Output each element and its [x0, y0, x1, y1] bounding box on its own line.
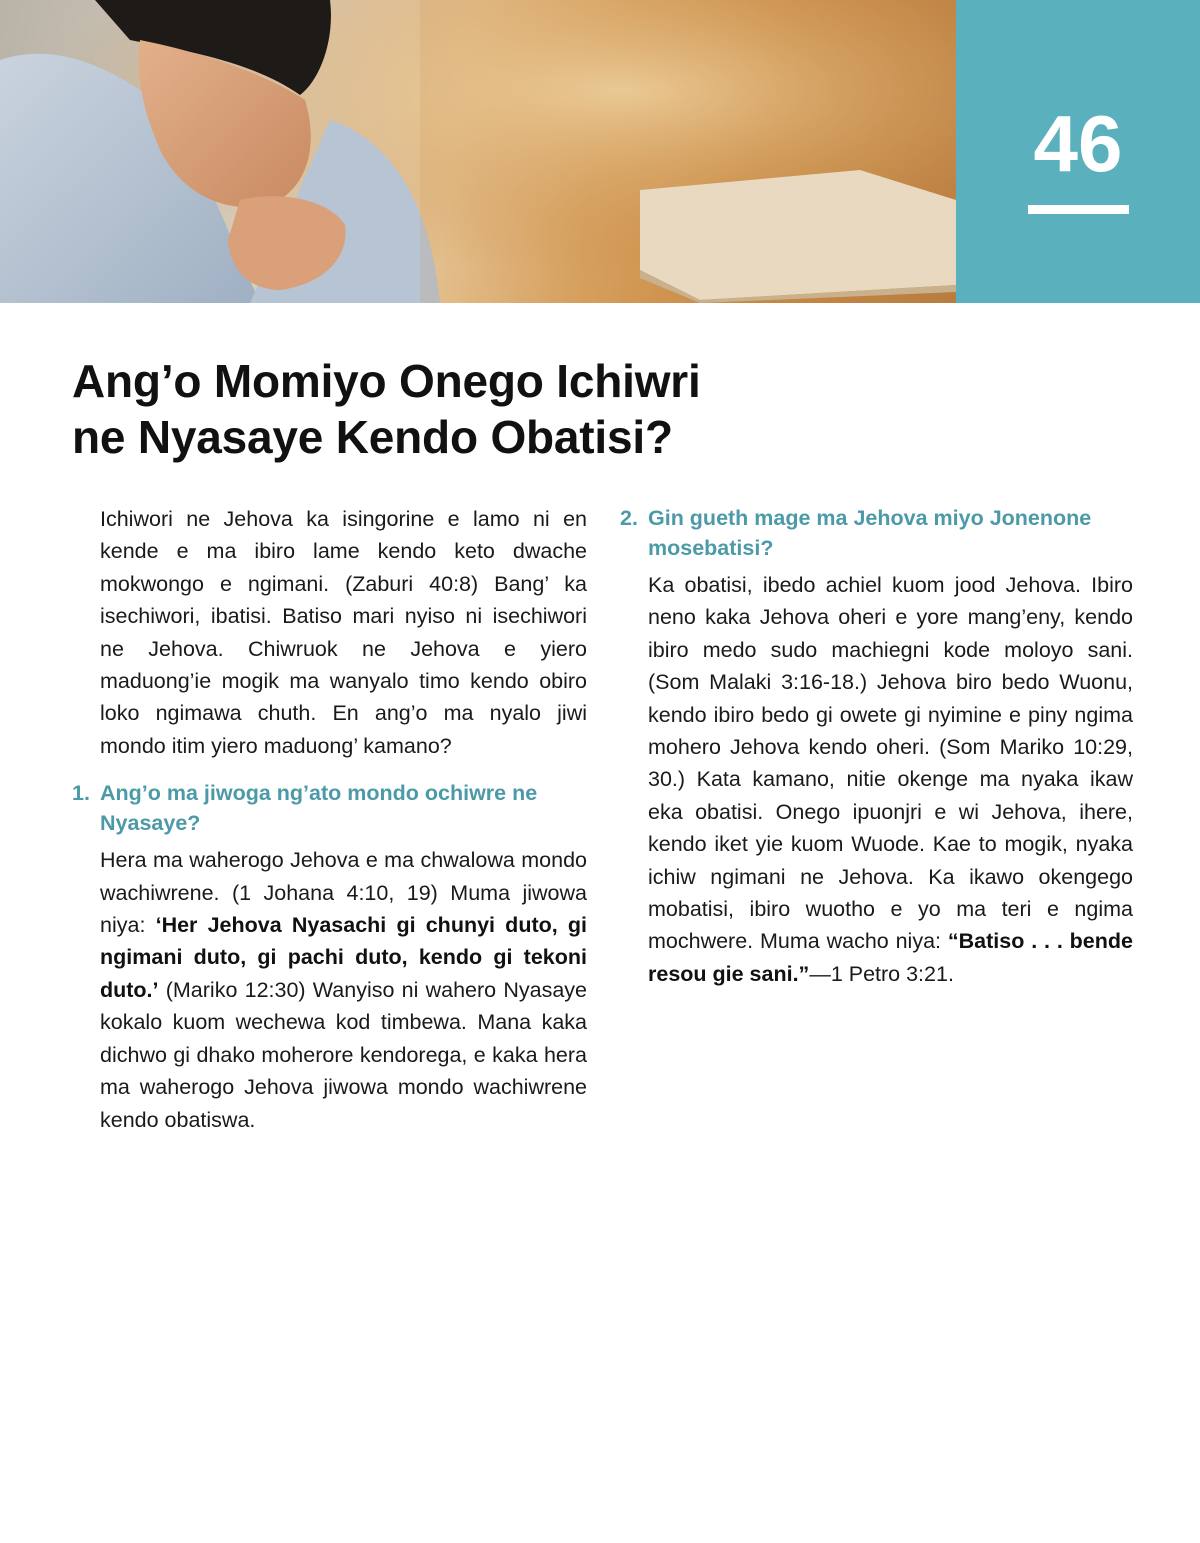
intro-paragraph: Ichiwori ne Jehova ka isingorine e lamo ni en kende e ma ibiro lame kendo keto dwache mokwongo e ngimani. (Zaburi 40:8) Bang’ ka isechiwori, ibatisi. Batiso mari nyiso ni isechiwori ne Jehova. Chiwruok ne Jehova e yiero maduong’ie mogik ma wanyalo timo kendo obiro loko ngimawa chuth. En ang’o ma nyalo jiwi mondo itim yiero maduong’ kamano? — [100, 507, 587, 758]
question-2-text: Gin gueth mage ma Jehova miyo Jonenone mosebatisi? — [648, 506, 1092, 560]
right-column — [620, 503, 1133, 990]
left-column — [72, 503, 587, 1136]
header-photo — [0, 0, 956, 303]
question-1-number: 1. — [72, 781, 90, 806]
question-2 — [620, 503, 1133, 563]
answer-2-text-after: —1 Petro 3:21. — [809, 961, 954, 986]
answer-2-text-before: Ka obatisi, ibedo achiel kuom jood Jehova. Ibiro neno kaka Jehova oheri e yore mang’eny, kendo ibiro medo sudo machiegni kode moloyo sani. (Som Malaki 3:16-18.) Jehova biro bedo Wuonu, kendo ibiro bedo gi owete gi nyimine e piny ngima mohero Jehova kendo oheri. (Som Mariko 10:29, 30.) Kata kamano, nitie okenge ma nyaka ikaw eka obatisi. Onego ipuonjri e wi Jehova, ihere, kendo iket yie kuom Wuode. Kae to mogik, nyaka ichiw ngimani ne Jehova. Ka ikawo okengego mobatisi, ibiro wuotho e yo ma teri e ngima mochwere. Muma wacho niya: — [648, 573, 1133, 954]
lesson-number: 46 — [1033, 99, 1123, 188]
page-title — [72, 353, 872, 465]
answer-1-text-before: Hera ma waherogo Jehova e ma chwalowa mondo wachiwrene. (1 Johana 4:10, 19) Muma jiwowa niya: — [100, 848, 587, 938]
answer-2-scripture-quote: “Batiso . . . bende resou gie sani.” — [648, 929, 1133, 986]
question-2-number: 2. — [620, 506, 638, 530]
page-title-line-1: Ang’o Momiyo Onego Ichiwri — [72, 355, 701, 407]
answer-1-paragraph — [72, 844, 587, 1136]
question-1-text: Ang’o ma jiwoga ng’ato mondo ochiwre ne Nyasaye? — [100, 781, 538, 836]
praying-man-illustration — [0, 0, 956, 303]
lesson-number-underline — [1028, 205, 1129, 214]
page-title-line-2: ne Nyasaye Kendo Obatisi? — [72, 411, 673, 463]
answer-1-scripture-quote: ‘Her Jehova Nyasachi gi chunyi duto, gi ngimani duto, gi pachi duto, kendo gi tekoni duto.’ — [100, 913, 587, 1002]
question-1 — [72, 778, 587, 838]
lesson-number-box — [956, 0, 1200, 303]
answer-2-paragraph — [620, 569, 1133, 990]
answer-1-text-after: (Mariko 12:30) Wanyiso ni wahero Nyasaye kokalo kuom wechewa kod timbewa. Mana kaka dichwo gi dhako moherore kendorega, e kaka hera ma waherogo Jehova jiwowa mondo wachiwrene kendo obatiswa. — [100, 977, 587, 1132]
